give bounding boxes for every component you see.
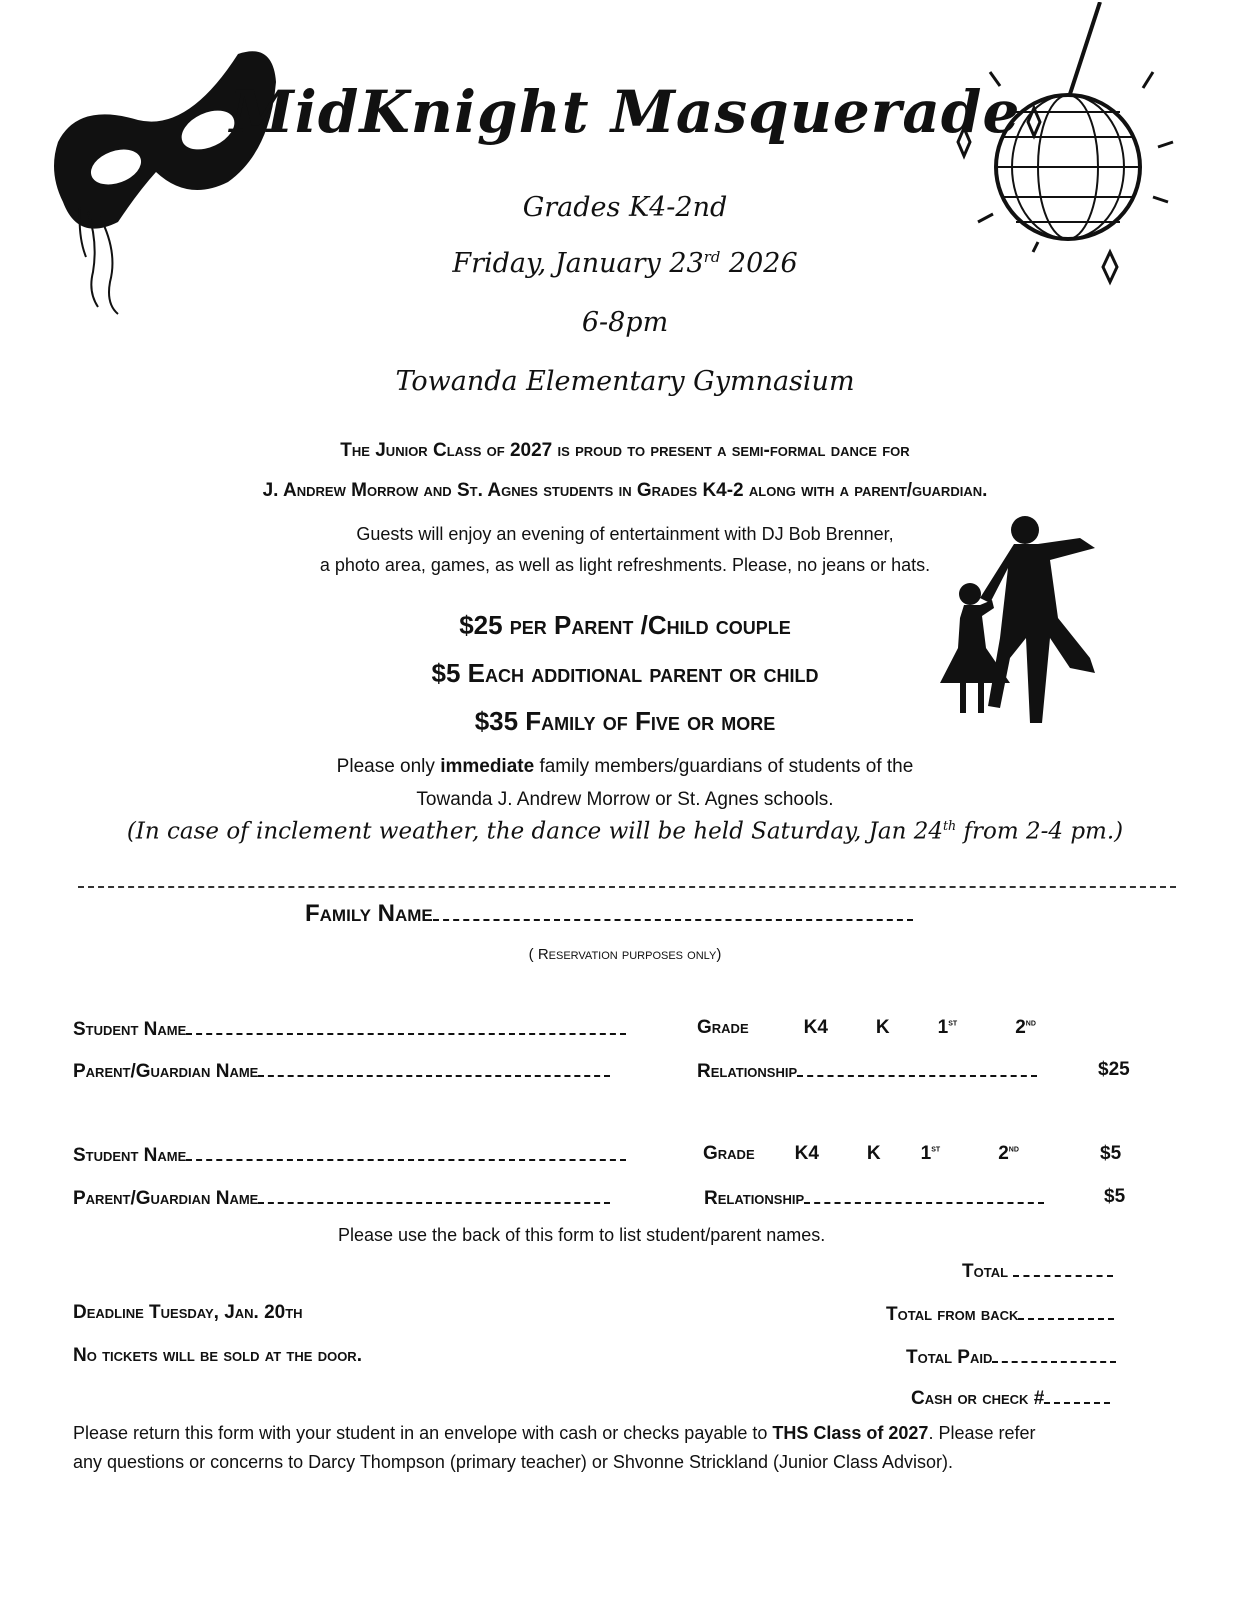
intro-line-1: The Junior Class of 2027 is proud to present a semi-formal dance for [340, 440, 910, 461]
event-title: MidKnight Masquerade [229, 78, 1021, 146]
grade-options-1[interactable]: Grade K4 K 1st 2nd [697, 1017, 1036, 1038]
price-row-2: $5 [1100, 1143, 1122, 1164]
back-note: Please use the back of this form to list student/parent names. [338, 1225, 826, 1245]
family-name-field[interactable]: Family Name [305, 900, 913, 928]
event-time: 6-8pm [581, 307, 669, 338]
reservation-note: ( Reservation purposes only) [528, 946, 722, 963]
intro-line-4: a photo area, games, as well as light refreshments. Please, no jeans or hats. [319, 555, 931, 575]
price-couple: $25 per Parent /Child couple [459, 610, 791, 640]
parent-name-field-2[interactable]: Parent/Guardian Name [73, 1186, 610, 1210]
parent-name-field-1[interactable]: Parent/Guardian Name [73, 1059, 610, 1083]
price-family: $35 Family of Five or more [474, 706, 776, 736]
intro-line-3: Guests will enjoy an evening of entertainment with DJ Bob Brenner, [356, 524, 894, 544]
intro-line-2: J. Andrew Morrow and St. Agnes students in Grades K4-2 along with a parent/guardian. [262, 480, 988, 501]
price-row-3: $5 [1104, 1186, 1126, 1207]
total-paid-field[interactable]: Total Paid [906, 1345, 1116, 1369]
student-name-field-2[interactable]: Student Name [73, 1143, 626, 1167]
relationship-field-1[interactable]: Relationship [697, 1059, 1037, 1083]
price-row-1: $25 [1098, 1059, 1130, 1080]
price-additional: $5 Each additional parent or child [431, 658, 819, 688]
notice-line-2: Towanda J. Andrew Morrow or St. Agnes schools. [416, 789, 834, 810]
event-venue: Towanda Elementary Gymnasium [395, 366, 855, 397]
grade-options-2[interactable]: Grade K4 K 1st 2nd [703, 1143, 1019, 1164]
relationship-field-2[interactable]: Relationship [704, 1186, 1044, 1210]
student-name-field-1[interactable]: Student Name [73, 1017, 626, 1041]
notice-line-1: Please only immediate family members/guardians of students of the [336, 756, 914, 777]
footer-line-2: any questions or concerns to Darcy Thompson (primary teacher) or Shvonne Strickland (Junior Class Advisor). [73, 1452, 954, 1472]
deadline: Deadline Tuesday, Jan. 20th [73, 1302, 303, 1323]
cut-line [78, 886, 1176, 888]
weather-note: (In case of inclement weather, the dance will be held Saturday, Jan 24th from 2-4 pm.) [126, 818, 1124, 845]
event-date: Friday, January 23rd 2026 [452, 248, 798, 279]
grades-line: Grades K4-2nd [522, 192, 728, 223]
cash-check-field[interactable]: Cash or check # [911, 1386, 1110, 1410]
total-field[interactable]: Total [962, 1259, 1113, 1283]
no-tickets-note: No tickets will be sold at the door. [73, 1345, 362, 1366]
total-from-back-field[interactable]: Total from back [886, 1302, 1114, 1326]
footer-line-1: Please return this form with your student in an envelope with cash or checks payable to THS Class of 2027. Please refer [73, 1423, 1036, 1443]
